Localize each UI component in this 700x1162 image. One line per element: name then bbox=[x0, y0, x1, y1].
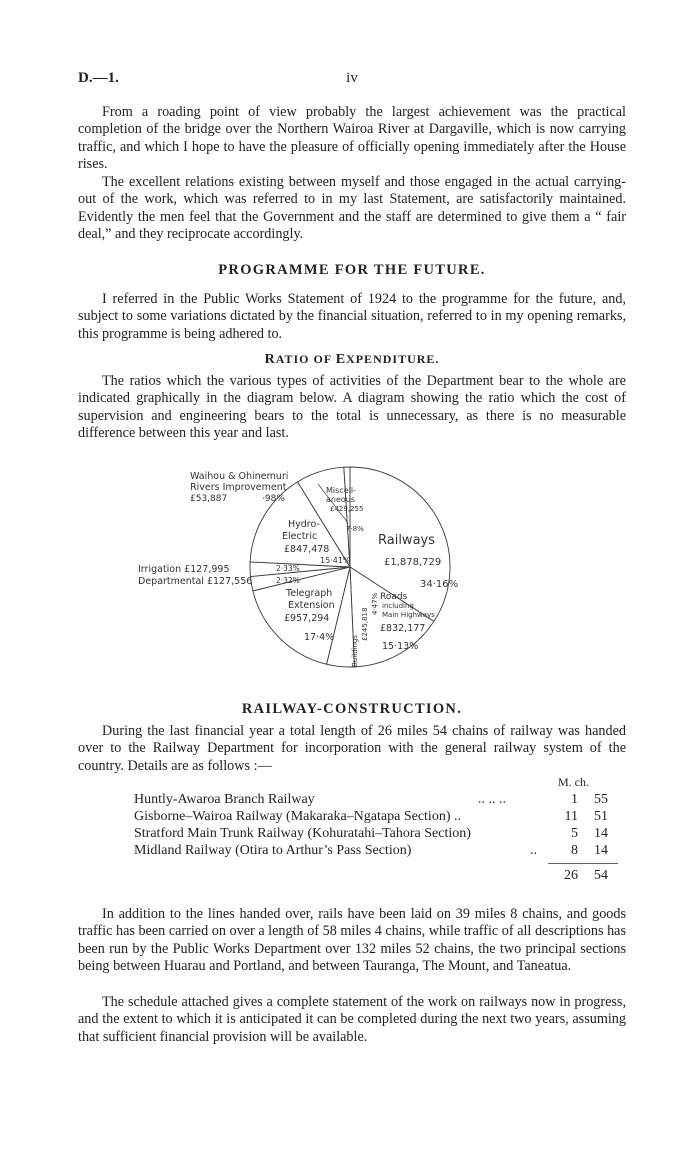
label-roads-percent: 15·13% bbox=[382, 641, 419, 652]
label-railways-percent: 34·16% bbox=[420, 579, 459, 590]
schedule-row-chains: 55 bbox=[594, 792, 608, 807]
label-irrigation: Irrigation £127,995 bbox=[138, 564, 230, 575]
label-waihou-percent: ·98% bbox=[262, 494, 285, 504]
schedule-row-miles: 8 bbox=[571, 843, 578, 858]
label-telegraph-line1: Telegraph bbox=[286, 588, 333, 599]
schedule-total-rule bbox=[548, 863, 618, 864]
paragraph-programme: I referred in the Public Works Statement of 1924 to the programme for the future, and, subject to some variations dictated by the financial situation, referred to in my opening remarks, this programme is being adhered to. bbox=[78, 291, 626, 342]
label-hydro-line1: Hydro- bbox=[288, 519, 320, 530]
label-waihou-line1: Waihou & Ohinemuri bbox=[190, 471, 289, 482]
label-misc-line2: aneous bbox=[326, 495, 356, 504]
schedule-rule-row bbox=[78, 859, 626, 867]
label-hydro-line2: Electric bbox=[282, 531, 318, 542]
schedule-units-row bbox=[78, 774, 626, 791]
schedule-row bbox=[78, 808, 626, 825]
label-departmental: Departmental £127,556 bbox=[138, 576, 253, 587]
schedule-row bbox=[78, 791, 626, 808]
paragraph-ratios: The ratios which the various types of activities of the Department bear to the whole are indicated graphically in the diagram below. A diagram showing the ratio which the cost of supervision and engineering bears to the total is unnecessary, as there is no measurable difference between this year and last. bbox=[78, 373, 626, 442]
expenditure-pie-chart bbox=[138, 465, 470, 685]
subheading-initial-r: R bbox=[264, 352, 276, 367]
heading-programme: PROGRAMME FOR THE FUTURE. bbox=[218, 262, 486, 278]
schedule-row bbox=[78, 825, 626, 842]
schedule-total-chains: 54 bbox=[594, 868, 608, 883]
label-waihou-amount: £53,887 bbox=[190, 494, 228, 504]
page-number: iv bbox=[346, 70, 358, 86]
label-buildings-percent: 4·47% bbox=[371, 592, 379, 615]
schedule-row-dots: .. .. .. bbox=[478, 792, 506, 807]
subheading-ratio-of-expenditure bbox=[78, 352, 626, 368]
schedule-row-miles: 1 bbox=[571, 792, 578, 807]
label-hydro-amount: £847,478 bbox=[284, 544, 330, 555]
label-railways: Railways bbox=[378, 533, 436, 548]
label-roads-line2: including bbox=[382, 602, 414, 610]
schedule-row-name: Huntly-Awaroa Branch Railway bbox=[134, 792, 315, 807]
label-roads-line3: Main Highways bbox=[382, 611, 435, 619]
paragraph-schedule-attached: The schedule attached gives a complete statement of the work on railways now in progress, and the extent to which it is anticipated it can be completed during the next two years, assuming that sufficient financial provision will be available. bbox=[78, 994, 626, 1045]
label-buildings: Buildings bbox=[351, 634, 359, 667]
schedule-row-name: Stratford Main Trunk Railway (Kohuratahi–Tahora Section) bbox=[134, 826, 471, 841]
schedule-row-name: Gisborne–Wairoa Railway (Makaraka–Ngatapa Section) .. bbox=[134, 809, 461, 824]
railway-schedule bbox=[78, 774, 626, 884]
label-roads-line1: Roads bbox=[380, 592, 408, 602]
label-telegraph-line2: Extension bbox=[288, 600, 335, 611]
label-departmental-percent: 2·32% bbox=[276, 576, 300, 585]
subheading-part-2: XPENDITURE. bbox=[346, 352, 440, 366]
pie-chart-svg bbox=[138, 465, 470, 685]
label-misc-percent: 7·8% bbox=[346, 525, 364, 533]
label-railways-amount: £1,878,729 bbox=[384, 557, 442, 568]
label-misc-line1: Miscell- bbox=[326, 486, 356, 495]
schedule-row-dots: .. bbox=[530, 843, 537, 858]
schedule-row-chains: 14 bbox=[594, 843, 608, 858]
schedule-units: M. ch. bbox=[558, 775, 589, 789]
schedule-total-miles: 26 bbox=[564, 868, 578, 883]
label-irrigation-percent: 2·33% bbox=[276, 564, 300, 573]
label-buildings-amount: £245,818 bbox=[361, 607, 369, 641]
subheading-initial-e: E bbox=[335, 352, 347, 367]
paragraph-rails-laid: In addition to the lines handed over, rails have been laid on 39 miles 8 chains, and goods traffic has been carried on over a length of 58 miles 4 chains, while traffic of all descriptions has been run by the Public Works Department over 132 miles 52 chains, the two principal sections being between Huarau and Portland, and between Tauranga, The Mount, and Taneatua. bbox=[78, 906, 626, 975]
paragraph-roading: From a roading point of view probably the largest achievement was the practical completion of the bridge over the Northern Wairoa River at Dargaville, which is now carrying traffic, and which I hope to have the pleasure of officially opening immediately after the House rises. bbox=[78, 104, 626, 173]
schedule-row-chains: 14 bbox=[594, 826, 608, 841]
heading-railway-construction: RAILWAY-CONSTRUCTION. bbox=[241, 701, 463, 717]
label-telegraph-amount: £957,294 bbox=[284, 613, 330, 624]
schedule-row-chains: 51 bbox=[594, 809, 608, 824]
paragraph-relations: The excellent relations existing between myself and those engaged in the actual carrying-out of the work, which was referred to in my last Statement, are satisfactorily maintained. Evidently the men feel that the Government and the staff are determined to give them a “ fair deal,” and they reciprocate accordingly. bbox=[78, 174, 626, 243]
page-header bbox=[78, 70, 626, 90]
label-telegraph-percent: 17·4% bbox=[304, 632, 335, 643]
paragraph-handed-over: During the last financial year a total length of 26 miles 54 chains of railway was handed over to the Railway Department for incorporation with the general railway system of the country. Details are as follows :— bbox=[78, 723, 626, 774]
document-reference: D.—1. bbox=[78, 70, 119, 86]
subheading-part-1: ATIO OF bbox=[275, 352, 336, 366]
schedule-total-row bbox=[78, 867, 626, 884]
schedule-row-name: Midland Railway (Otira to Arthur’s Pass Section) bbox=[134, 843, 412, 858]
label-waihou-line2: Rivers Improvement bbox=[190, 482, 287, 493]
label-hydro-percent: 15·41% bbox=[320, 556, 351, 565]
label-roads-amount: £832,177 bbox=[380, 623, 426, 634]
schedule-row-miles: 5 bbox=[571, 826, 578, 841]
schedule-row bbox=[78, 842, 626, 859]
schedule-row-miles: 11 bbox=[564, 809, 578, 824]
label-misc-amount: £429,255 bbox=[330, 505, 364, 513]
